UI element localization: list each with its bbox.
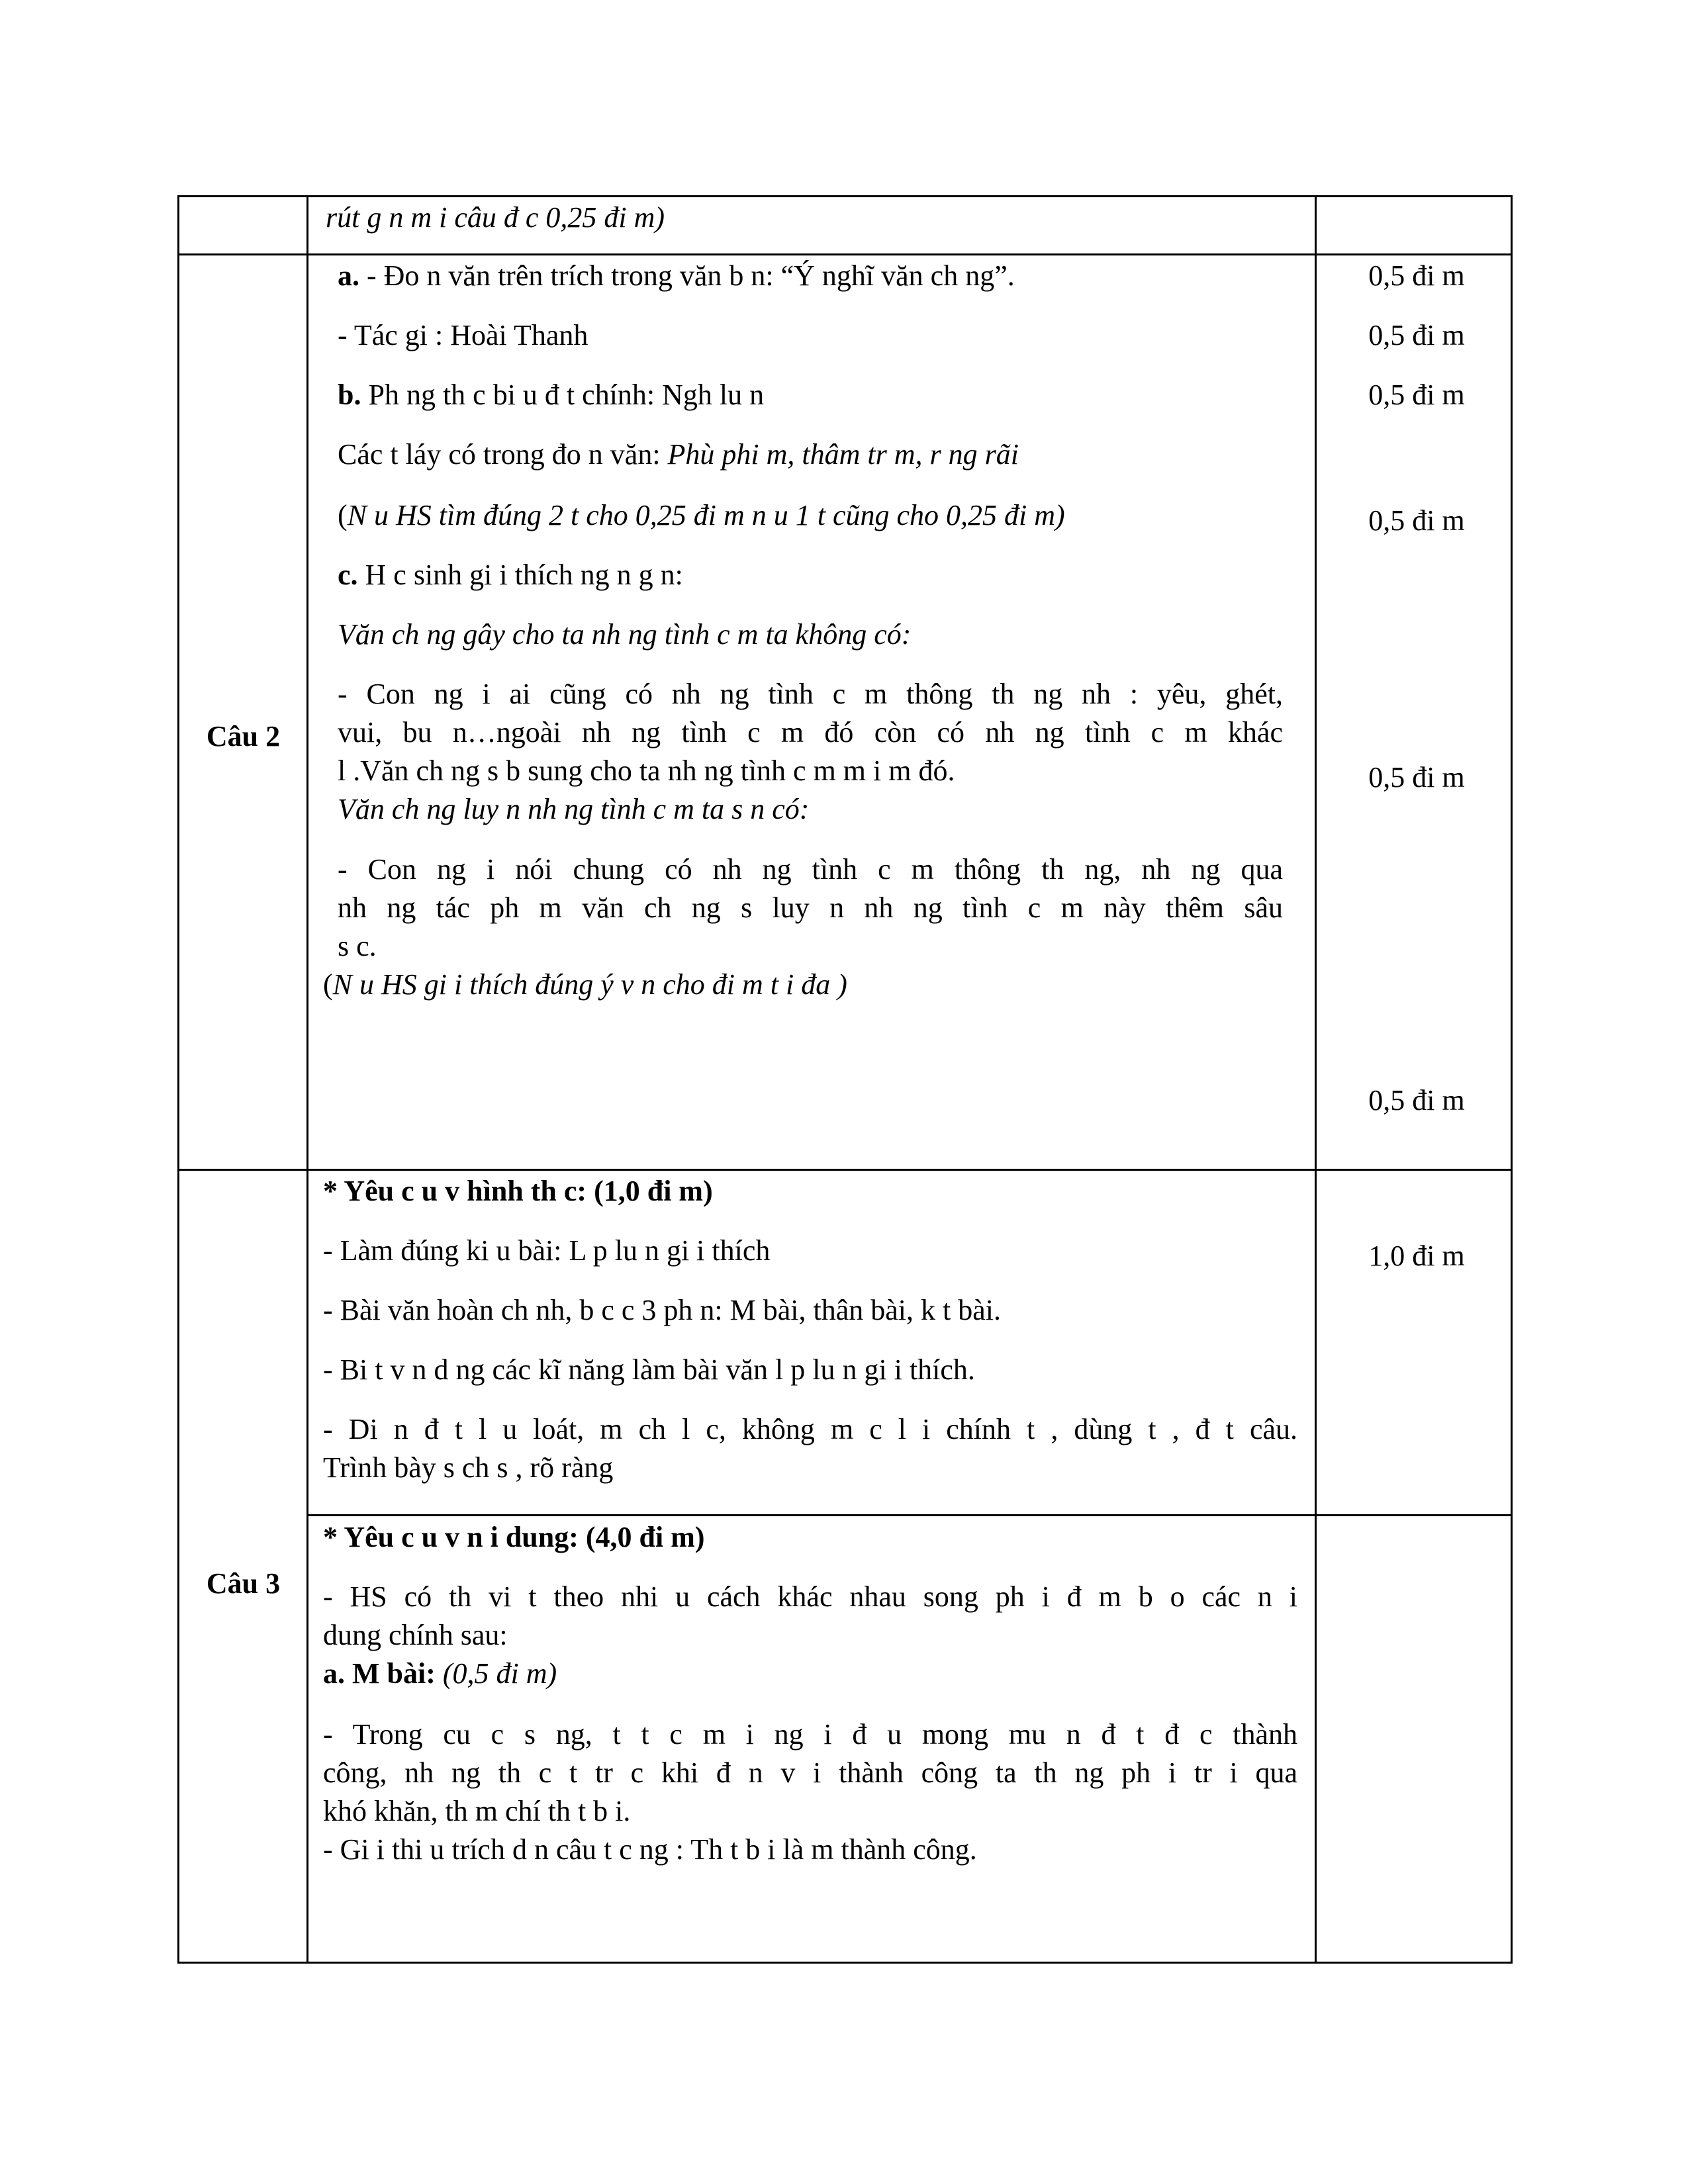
cau2-p1-line1: - Con ng i ai cũng có nh ng tình c m thông th ng nh : yêu, ghét, [338, 678, 1283, 710]
cau2-score-laydo: 0,5 đi m [1368, 504, 1465, 537]
table-border-left [177, 195, 179, 1964]
cau2-p1-line3: l .Văn ch ng s b sung cho ta nh ng tình c m m i m đó. [338, 754, 955, 787]
cau3-mobai-p-line1: - Trong cu c s ng, t t c m i ng i đ u mong mu n đ t đ c thành [323, 1718, 1297, 1751]
cau2-italic-heading-1: Văn ch ng gây cho ta nh ng tình c m ta không có: [338, 618, 912, 651]
cau2-c-text: H c sinh gi i thích ng n g n: [357, 559, 683, 591]
cau2-laydo-text: Các t láy có trong đo n văn: [338, 438, 668, 471]
cau2-note2 [323, 966, 847, 1004]
table-border-top [177, 195, 1513, 197]
cau3-content-intro-line1: - HS có th vi t theo nhi u cách khác nhau song ph i đ m b o các n i [323, 1580, 1297, 1613]
cau2-c-prefix: c. [338, 559, 358, 591]
cau2-score-b: 0,5 đi m [1368, 379, 1465, 411]
cau3-content-intro-line2: dung chính sau: [323, 1619, 508, 1651]
cau3-mobai-last: - Gi i thi u trích d n câu t c ng : Th t b i là m thành công. [323, 1833, 977, 1866]
cau2-b-prefix: b. [338, 379, 361, 411]
cau3-mobai-line [323, 1655, 557, 1693]
table-divider-label [306, 195, 308, 1964]
cau3-form-item-3: - Bi t v n d ng các kĩ năng làm bài văn l p lu n gi i thích. [323, 1353, 975, 1386]
cau3-form-item-4-line2: Trình bày s ch s , rõ ràng [323, 1451, 614, 1484]
cau2-note2-open: ( [323, 968, 333, 1001]
top-row-text: rút g n m i câu đ c 0,25 đi m) [326, 201, 665, 234]
cau2-a-line [338, 257, 1015, 295]
cau3-label: Câu 3 [206, 1567, 281, 1600]
cau3-mobai-p-line2: công, nh ng th c t tr c khi đ n v i thành công ta th ng ph i tr i qua [323, 1756, 1297, 1789]
cau2-note2-text: N u HS gi i thích đúng ý v n cho đi m t i đa ) [332, 968, 847, 1001]
cau2-c-line [338, 556, 683, 594]
table-divider-score [1315, 195, 1317, 1964]
row-divider-content [306, 1514, 1513, 1516]
cau3-form-item-1: - Làm đúng ki u bài: L p lu n gi i thích [323, 1234, 771, 1267]
cau2-laydo-words: Phù phi m, thâm tr m, r ng rãi [667, 438, 1019, 471]
cau2-b-text: Ph ng th c bi u đ t chính: Ngh lu n [361, 379, 765, 411]
cau2-note1 [338, 496, 1065, 535]
cau3-form-item-4-line1: - Di n đ t l u loát, m ch l c, không m c l i chính t , dùng t , đ t câu. [323, 1413, 1297, 1445]
cau2-score-author: 0,5 đi m [1368, 319, 1465, 351]
cau3-mobai-p-line3: khó khăn, th m chí th t b i. [323, 1795, 631, 1827]
cau2-note1-text: N u HS tìm đúng 2 t cho 0,25 đi m n u 1 t cũng cho 0,25 đi m) [347, 499, 1065, 531]
cau2-label: Câu 2 [206, 720, 281, 752]
cau2-p2-line2: nh ng tác ph m văn ch ng s luy n nh ng tình c m này thêm sâu [338, 891, 1283, 924]
cau3-form-heading: * Yêu c u v hình th c: (1,0 đi m) [323, 1175, 713, 1207]
cau2-p2-line1: - Con ng i nói chung có nh ng tình c m thông th ng, nh ng qua [338, 853, 1283, 886]
cau2-note1-open: ( [338, 499, 348, 531]
cau2-a-text: - Đo n văn trên trích trong văn b n: “Ý nghĩ văn ch ng”. [359, 259, 1015, 292]
cau2-score-a: 0,5 đi m [1368, 259, 1465, 292]
table-border-bottom [177, 1962, 1513, 1964]
cau2-b-line [338, 376, 764, 414]
cau2-p2-line3: s c. [338, 930, 377, 962]
cau3-form-item-2: - Bài văn hoàn ch nh, b c c 3 ph n: M bài, thân bài, k t bài. [323, 1294, 1001, 1326]
cau2-p1-line2: vui, bu n…ngoài nh ng tình c m đó còn có nh ng tình c m khác [338, 716, 1283, 749]
cau2-score-c1: 0,5 đi m [1368, 761, 1465, 794]
cau3-content-heading: * Yêu c u v n i dung: (4,0 đi m) [323, 1521, 705, 1553]
cau2-author: - Tác gi : Hoài Thanh [338, 319, 588, 351]
cau3-mobai-score: (0,5 đi m) [435, 1657, 557, 1690]
cau2-a-prefix: a. [338, 259, 359, 292]
table-border-right [1511, 195, 1513, 1964]
row-divider-cau3 [177, 1169, 1513, 1171]
cau2-score-c2: 0,5 đi m [1368, 1084, 1465, 1116]
cau2-italic-heading-2: Văn ch ng luy n nh ng tình c m ta s n có: [338, 793, 810, 825]
cau3-form-score: 1,0 đi m [1368, 1240, 1465, 1272]
row-divider-cau2 [177, 253, 1513, 255]
cau2-laydo-line [338, 435, 1019, 474]
cau3-mobai-label: a. M bài: [323, 1657, 436, 1690]
